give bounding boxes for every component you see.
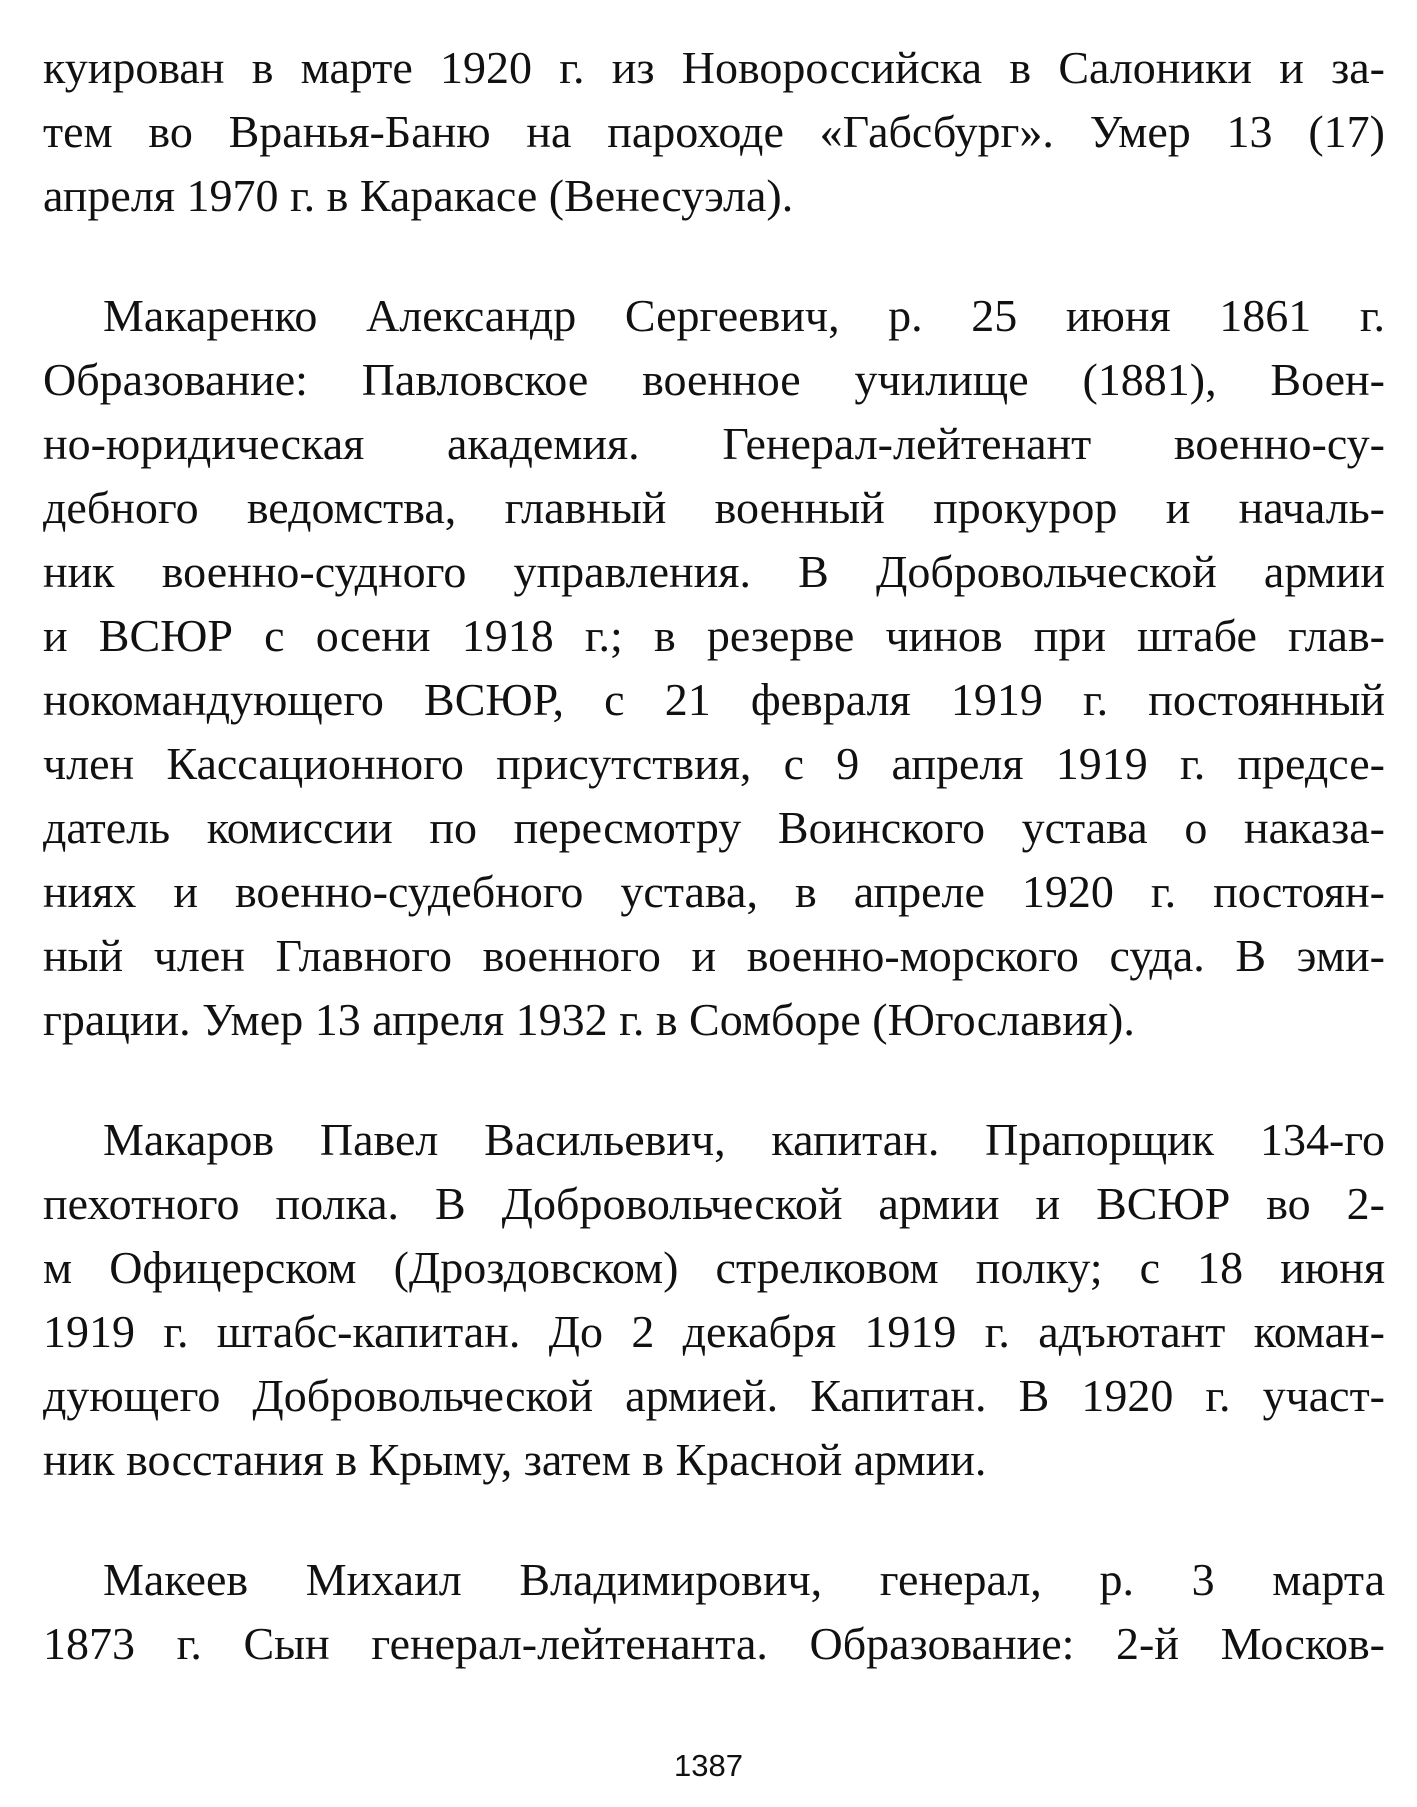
text-line: и ВСЮР с осени 1918 г.; в резерве чинов при штабе глав- (43, 610, 1385, 661)
text-line: дующего Добровольческой армией. Капитан. В 1920 г. участ- (43, 1370, 1385, 1421)
text-line: Макеев Михаил Владимирович, генерал, р. 3 марта (103, 1554, 1385, 1605)
text-line: ник восстания в Крыму, затем в Красной армии. (43, 1434, 987, 1485)
text-line: ниях и военно-судебного устава, в апреле 1920 г. постоян- (43, 866, 1385, 917)
paragraph-makarov (43, 1108, 1385, 1492)
text-line: 1873 г. Сын генерал-лейтенанта. Образование: 2-й Москов- (43, 1618, 1385, 1669)
text-line: пехотного полка. В Добровольческой армии и ВСЮР во 2- (43, 1178, 1385, 1229)
text-line: куирован в марте 1920 г. из Новороссийска в Салоники и за- (43, 42, 1385, 93)
text-line: Образование: Павловское военное училище (1881), Воен- (43, 354, 1385, 405)
page-number: 1387 (674, 1748, 743, 1783)
text-line: но-юридическая академия. Генерал-лейтенант военно-су- (43, 418, 1385, 469)
paragraph-makeev (43, 1548, 1385, 1676)
text-line: тем во Вранья-Баню на пароходе «Габсбург». Умер 13 (17) (43, 106, 1385, 157)
text-line: 1919 г. штабс-капитан. До 2 декабря 1919 г. адъютант коман- (43, 1306, 1385, 1357)
text-line: нокомандующего ВСЮР, с 21 февраля 1919 г. постоянный (43, 674, 1385, 725)
text-line: Макаров Павел Васильевич, капитан. Прапорщик 134-го (103, 1114, 1385, 1165)
document-page (43, 36, 1385, 1676)
text-line: член Кассационного присутствия, с 9 апреля 1919 г. предсе- (43, 738, 1385, 789)
text-line: м Офицерском (Дроздовском) стрелковом полку; с 18 июня (43, 1242, 1385, 1293)
text-line: Макаренко Александр Сергеевич, р. 25 июня 1861 г. (103, 290, 1385, 341)
text-line: датель комиссии по пересмотру Воинского устава о наказа- (43, 802, 1385, 853)
text-line: апреля 1970 г. в Каракасе (Венесуэла). (43, 170, 794, 221)
text-line: ный член Главного военного и военно-морского суда. В эми- (43, 930, 1385, 981)
paragraph-makarenko (43, 284, 1385, 1052)
paragraph-continuation (43, 36, 1385, 228)
text-line: ник военно-судного управления. В Добровольческой армии (43, 546, 1385, 597)
text-line: дебного ведомства, главный военный прокурор и началь- (43, 482, 1385, 533)
text-line: грации. Умер 13 апреля 1932 г. в Сомборе (Югославия). (43, 994, 1135, 1045)
